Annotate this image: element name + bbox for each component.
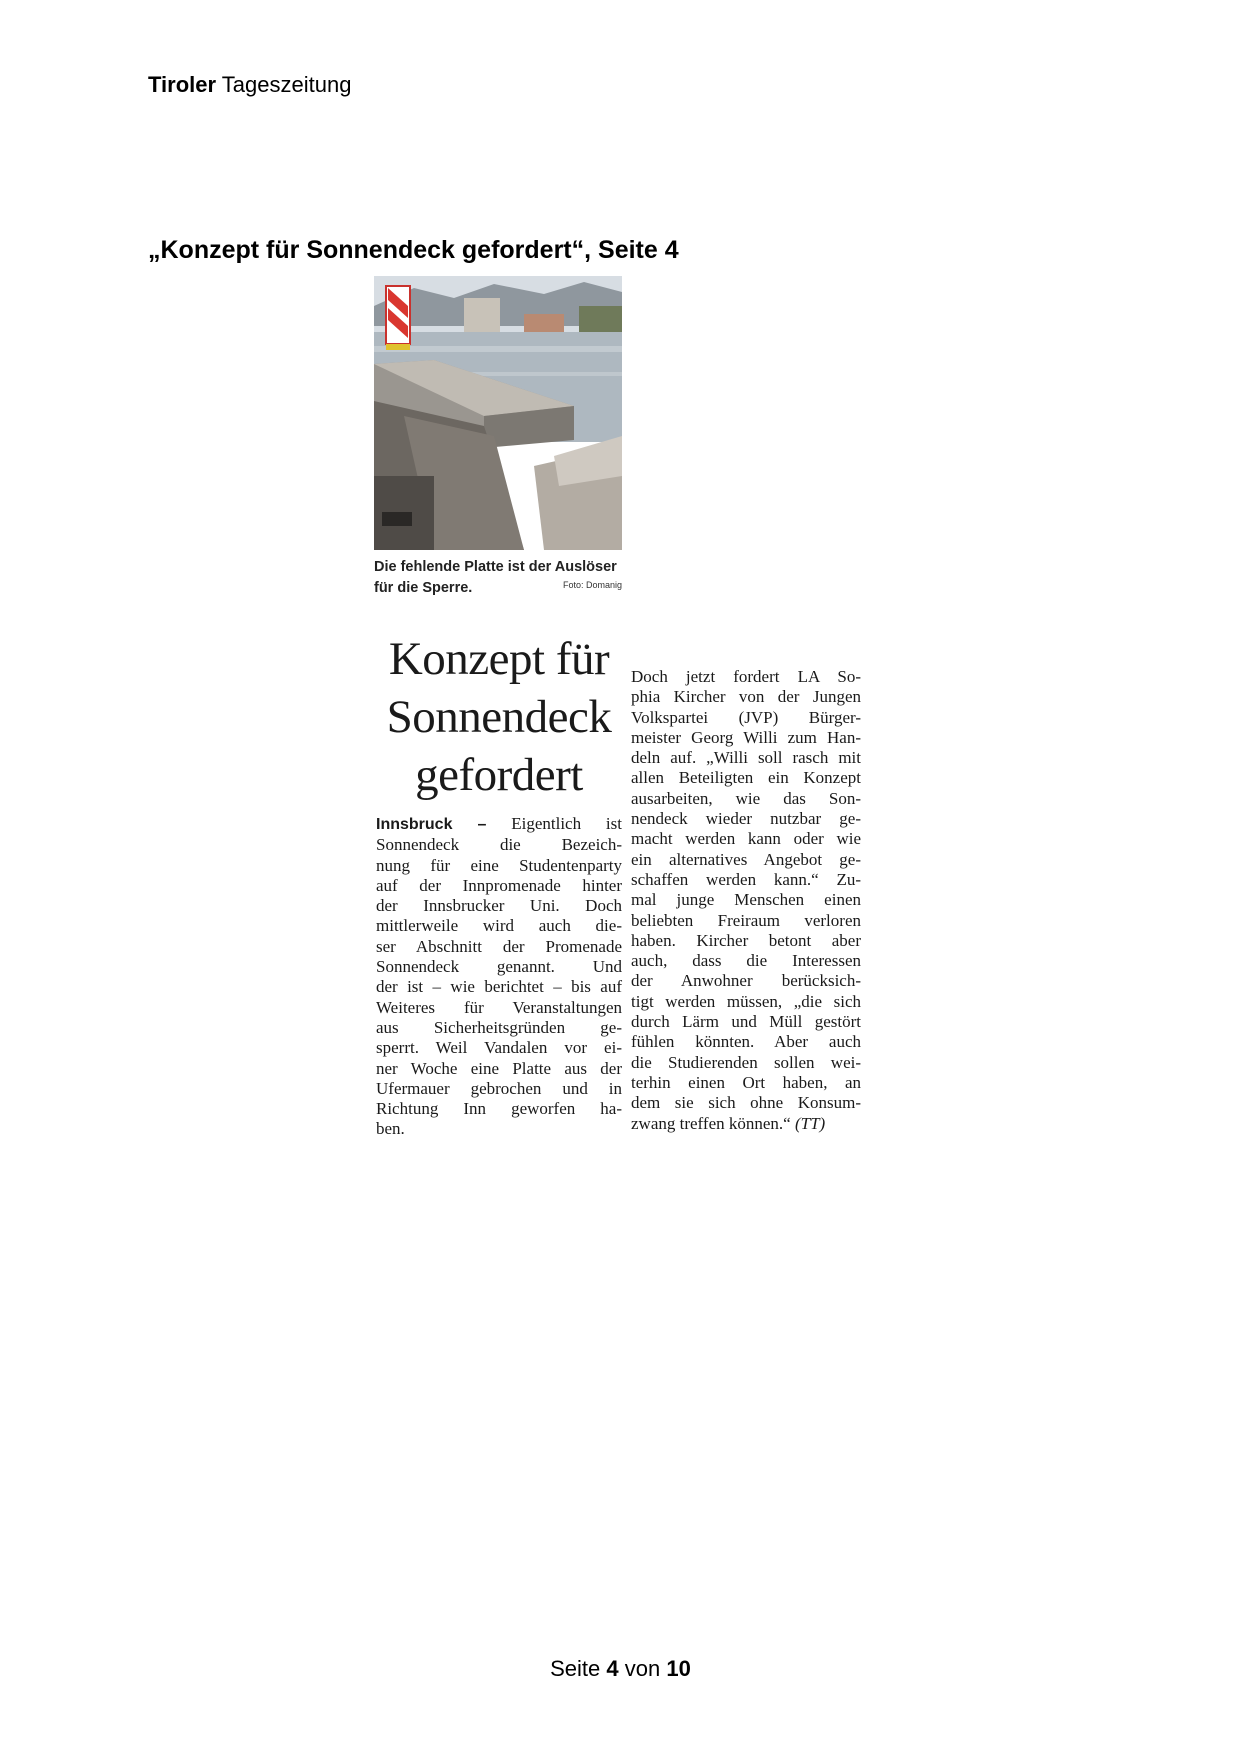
text-line xyxy=(631,768,861,788)
line-text: aus Sicherheitsgründen ge- xyxy=(376,1017,622,1037)
line-text: Ufermauer gebrochen und in xyxy=(376,1078,622,1098)
text-line xyxy=(631,971,861,991)
line-text: zwang treffen können.“ xyxy=(631,1113,791,1133)
text-line xyxy=(631,1073,861,1093)
text-line xyxy=(631,789,861,809)
line-text: schaffen werden kann.“ Zu- xyxy=(631,869,861,889)
text-line xyxy=(631,1012,861,1032)
text-line xyxy=(631,931,861,951)
text-line xyxy=(376,977,622,997)
line-text: tigt werden müssen, „die sich xyxy=(631,991,861,1011)
line-text: nung für eine Studentenparty xyxy=(376,855,622,875)
photo-caption xyxy=(374,557,624,599)
brand-regular: Tageszeitung xyxy=(221,72,352,97)
line-text: terhin einen Ort haben, an xyxy=(631,1072,861,1092)
article-column-2 xyxy=(631,667,861,1134)
caption-line-2: für die Sperre. xyxy=(374,580,473,596)
line-text: Eigentlich ist xyxy=(511,814,622,833)
text-line xyxy=(376,856,622,876)
text-line xyxy=(376,937,622,957)
line-text: dem sie sich ohne Konsum- xyxy=(631,1093,861,1113)
text-line xyxy=(631,870,861,890)
headline-line-3: gefordert xyxy=(415,749,583,801)
line-text: ner Woche eine Platte aus der xyxy=(376,1058,622,1078)
footer-page-total: 10 xyxy=(666,1656,691,1681)
line-text: ser Abschnitt der Promenade xyxy=(376,936,622,956)
text-line xyxy=(631,890,861,910)
text-line xyxy=(376,1038,622,1058)
line-text: mittlerweile wird auch die- xyxy=(376,916,622,936)
text-line xyxy=(631,687,861,707)
text-line xyxy=(631,809,861,829)
line-text: beliebten Freiraum verloren xyxy=(631,910,861,930)
line-text: auch, dass die Interessen xyxy=(631,951,861,971)
text-line xyxy=(376,876,622,896)
text-line xyxy=(631,951,861,971)
footer-page-number: 4 xyxy=(606,1656,619,1681)
line-text: fühlen könnten. Aber auch xyxy=(631,1032,861,1052)
text-line xyxy=(631,1093,861,1113)
article-reference-title: „Konzept für Sonnendeck gefordert“, Seite 4 xyxy=(148,236,679,264)
text-line xyxy=(631,1053,861,1073)
text-line xyxy=(376,896,622,916)
text-line xyxy=(376,1018,622,1038)
article-photo xyxy=(374,276,622,550)
text-line xyxy=(631,992,861,1012)
text-line xyxy=(631,748,861,768)
text-line xyxy=(376,1079,622,1099)
line-text: Sonnendeck genannt. Und xyxy=(376,957,622,977)
text-line xyxy=(631,911,861,931)
text-line xyxy=(631,708,861,728)
line-text: nendeck wieder nutzbar ge- xyxy=(631,809,861,829)
text-line xyxy=(376,998,622,1018)
line-text: mal junge Menschen einen xyxy=(631,890,861,910)
line-text: meister Georg Willi zum Han- xyxy=(631,727,861,747)
line-text: haben. Kircher betont aber xyxy=(631,930,861,950)
footer-prefix: Seite xyxy=(550,1656,601,1681)
text-line xyxy=(631,850,861,870)
article-headline xyxy=(374,630,624,804)
text-line xyxy=(376,1059,622,1079)
line-text: sperrt. Weil Vandalen vor ei- xyxy=(376,1038,622,1058)
line-text: phia Kircher von der Jungen xyxy=(631,687,861,707)
caption-line-1: Die fehlende Platte ist der Auslöser xyxy=(374,559,617,575)
text-line xyxy=(376,957,622,977)
text-line xyxy=(631,728,861,748)
headline-line-1: Konzept für xyxy=(388,633,610,685)
line-text: Sonnendeck die Bezeich- xyxy=(376,835,622,855)
text-line xyxy=(631,829,861,849)
text-line xyxy=(631,1114,861,1134)
headline-line-2: Sonnendeck xyxy=(386,691,612,743)
cut-off-text-line xyxy=(376,1160,622,1164)
line-text: die Studierenden sollen wei- xyxy=(631,1052,861,1072)
text-line xyxy=(631,667,861,687)
line-text: der Anwohner berücksich- xyxy=(631,971,861,991)
line-text: macht werden kann oder wie xyxy=(631,829,861,849)
line-text: ein alternatives Angebot ge- xyxy=(631,849,861,869)
article-column-1 xyxy=(376,814,622,1140)
brand-bold: Tiroler xyxy=(148,72,217,97)
line-text: der Innsbrucker Uni. Doch xyxy=(376,896,622,916)
text-line xyxy=(376,814,622,835)
line-text: Weiteres für Veranstaltungen xyxy=(376,997,622,1017)
text-line xyxy=(376,1099,622,1119)
footer-middle: von xyxy=(624,1656,661,1681)
text-line xyxy=(376,1119,622,1139)
text-line xyxy=(376,916,622,936)
text-line xyxy=(376,835,622,855)
photo-credit: Foto: Domanig xyxy=(562,580,622,590)
line-text: Doch jetzt fordert LA So- xyxy=(631,667,861,686)
newspaper-header xyxy=(148,72,351,98)
line-text: ben. xyxy=(376,1119,405,1139)
line-text: der ist – wie berichtet – bis auf xyxy=(376,977,622,997)
text-line xyxy=(631,1032,861,1052)
line-text: auf der Innpromenade hinter xyxy=(376,875,622,895)
article-signature: (TT) xyxy=(790,1113,826,1133)
line-text: deln auf. „Willi soll rasch mit xyxy=(631,748,861,768)
article-dateline: Innsbruck – xyxy=(376,816,487,833)
line-text: ausarbeiten, wie das Son- xyxy=(631,788,861,808)
page-footer xyxy=(0,1656,1241,1682)
line-text: allen Beteiligten ein Konzept xyxy=(631,768,861,788)
line-text: Volkspartei (JVP) Bürger- xyxy=(631,707,861,727)
line-text: Richtung Inn geworfen ha- xyxy=(376,1099,622,1119)
line-text: durch Lärm und Müll gestört xyxy=(631,1012,861,1032)
